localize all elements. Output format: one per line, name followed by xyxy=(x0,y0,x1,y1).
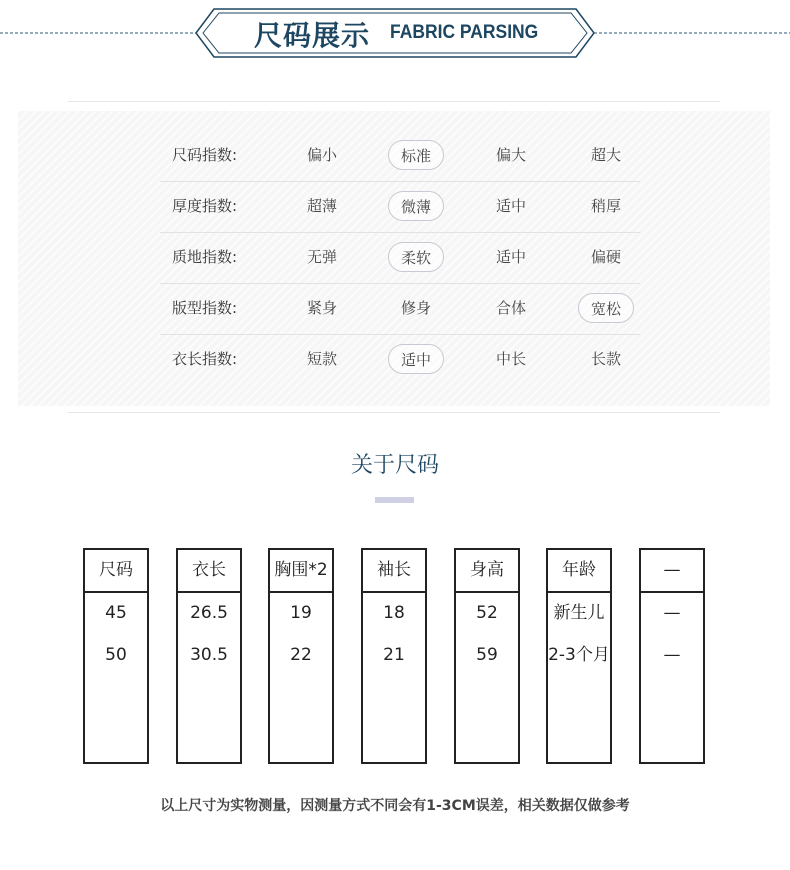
table-cell: 新生儿 xyxy=(553,603,605,623)
table-cell: — xyxy=(663,645,681,665)
index-option: 合体 xyxy=(495,299,526,317)
column-header: — xyxy=(641,550,703,593)
table-cell: 19 xyxy=(290,603,312,623)
index-option: 紧身 xyxy=(306,299,337,317)
title-underline-bar xyxy=(375,497,414,503)
section-header xyxy=(0,0,790,70)
index-option: 长款 xyxy=(590,350,621,368)
divider xyxy=(68,101,720,102)
header-subtitle: FABRIC PARSING xyxy=(390,22,539,43)
index-option-selected: 标准 xyxy=(388,140,444,170)
index-option: 超大 xyxy=(590,146,621,164)
measurement-note: 以上尺寸为实物测量，因测量方式不同会有1-3CM误差，相关数据仅做参考 xyxy=(160,798,630,814)
size-column xyxy=(83,548,149,764)
table-cell: 45 xyxy=(105,603,127,623)
index-label: 厚度指数: xyxy=(172,197,238,215)
table-cell: 59 xyxy=(476,645,498,665)
index-option: 短款 xyxy=(306,350,337,368)
table-cell: 30.5 xyxy=(190,645,228,665)
index-label: 衣长指数: xyxy=(172,350,238,368)
about-size-title: 关于尺码 xyxy=(350,453,439,478)
index-option-selected: 适中 xyxy=(388,344,444,374)
table-cell: 22 xyxy=(290,645,312,665)
index-option-selected: 微薄 xyxy=(388,191,444,221)
table-cell: 2-3个月 xyxy=(548,645,610,665)
table-cell: 52 xyxy=(476,603,498,623)
size-column xyxy=(639,548,705,764)
index-option-selected: 柔软 xyxy=(388,242,444,272)
index-row xyxy=(150,334,650,385)
table-cell: 26.5 xyxy=(190,603,228,623)
column-header: 衣长 xyxy=(178,550,240,593)
index-option-selected: 宽松 xyxy=(578,293,634,323)
column-header: 年龄 xyxy=(548,550,610,593)
table-cell: 18 xyxy=(383,603,405,623)
divider xyxy=(68,412,720,413)
index-option: 偏小 xyxy=(306,146,337,164)
index-label: 尺码指数: xyxy=(172,146,238,164)
index-option: 偏硬 xyxy=(590,248,621,266)
index-label: 版型指数: xyxy=(172,299,238,317)
index-option: 适中 xyxy=(495,248,526,266)
size-column xyxy=(361,548,427,764)
index-row xyxy=(150,181,650,232)
index-option: 超薄 xyxy=(306,197,337,215)
size-column xyxy=(176,548,242,764)
size-column xyxy=(546,548,612,764)
size-column xyxy=(454,548,520,764)
table-cell: 21 xyxy=(383,645,405,665)
index-label: 质地指数: xyxy=(172,248,238,266)
index-option: 中长 xyxy=(495,350,526,368)
header-title: 尺码展示 xyxy=(254,19,371,52)
index-option: 稍厚 xyxy=(590,197,621,215)
index-option: 修身 xyxy=(400,299,431,317)
column-header: 尺码 xyxy=(85,550,147,593)
index-option: 无弹 xyxy=(306,248,337,266)
column-header: 袖长 xyxy=(363,550,425,593)
index-option: 适中 xyxy=(495,197,526,215)
index-row xyxy=(150,232,650,283)
column-header: 胸围*2 xyxy=(270,550,332,593)
index-row xyxy=(150,283,650,334)
table-cell: 50 xyxy=(105,645,127,665)
index-option: 偏大 xyxy=(495,146,526,164)
index-row xyxy=(150,130,650,181)
column-header: 身高 xyxy=(456,550,518,593)
size-column xyxy=(268,548,334,764)
table-cell: — xyxy=(663,603,681,623)
